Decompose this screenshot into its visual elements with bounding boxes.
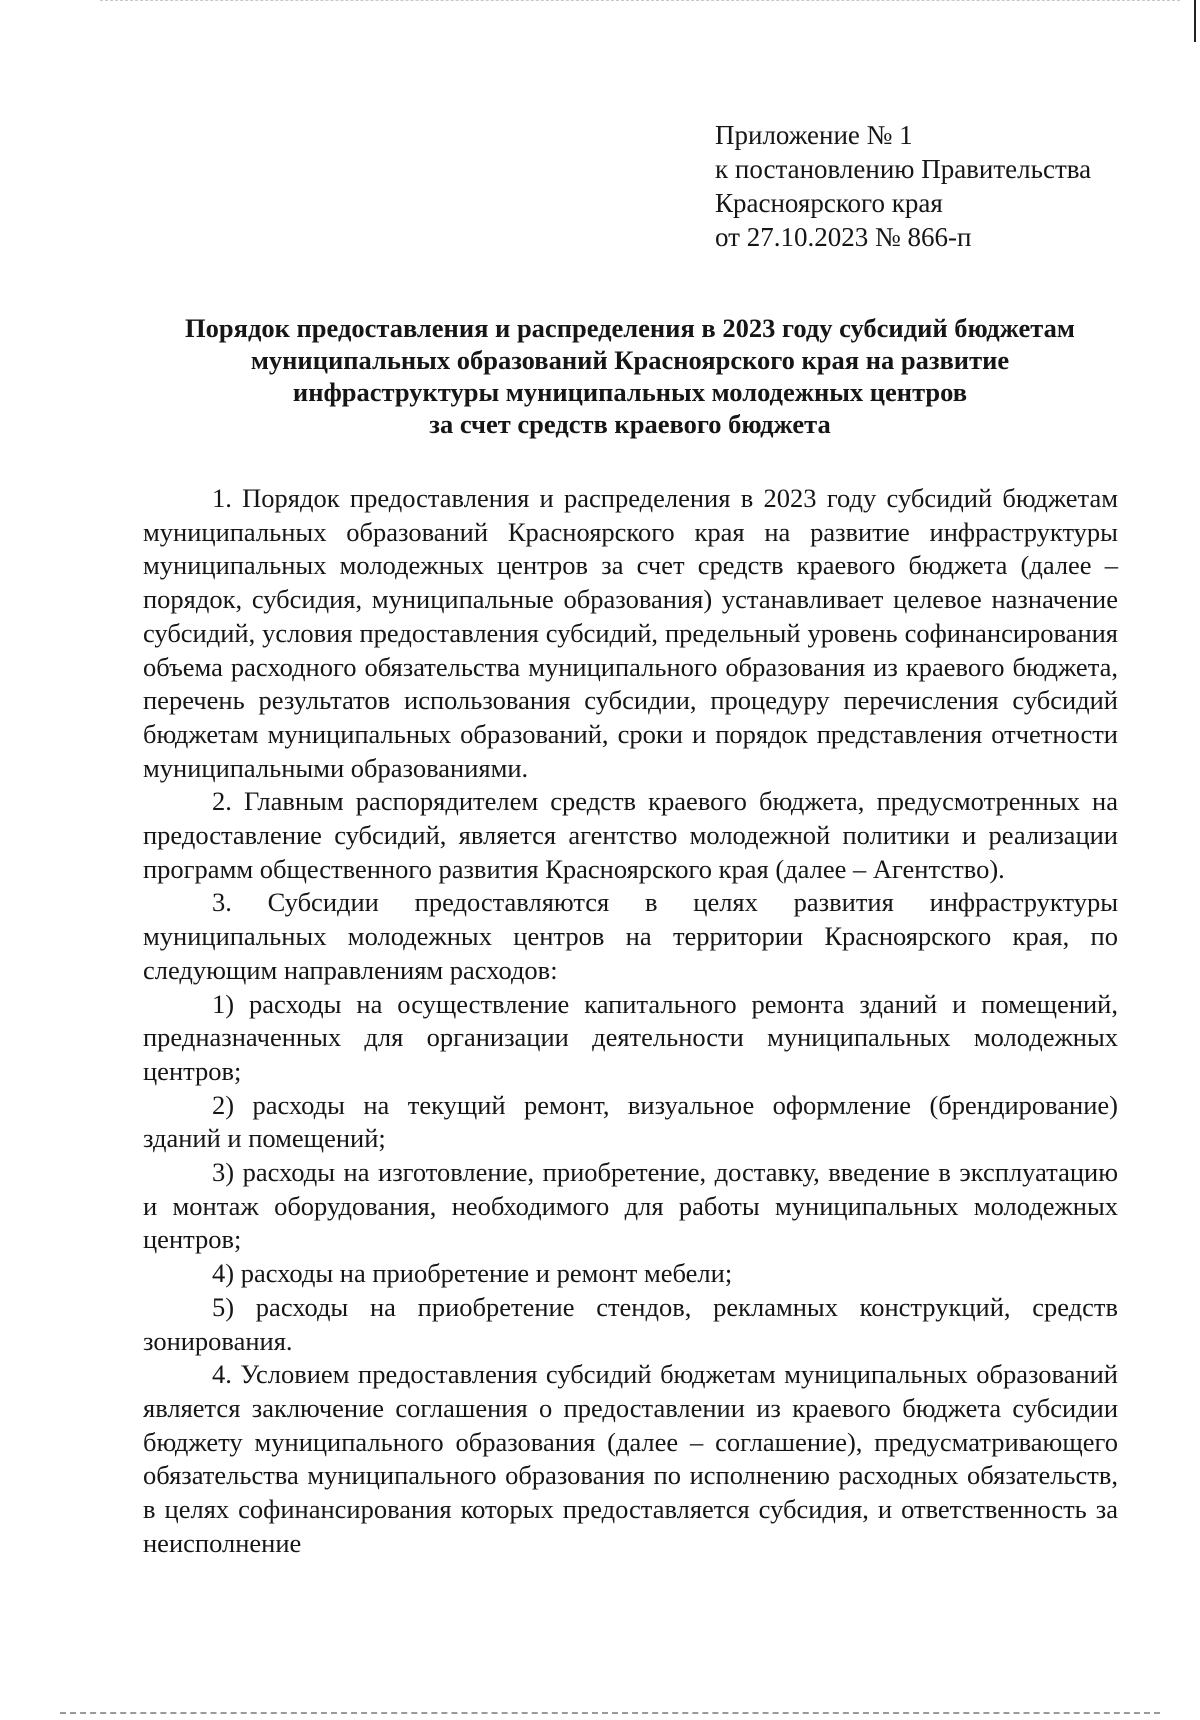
list-item-1: 1) расходы на осуществление капитального ремонта зданий и помещений, предназначенных для организации деятельности муниципальных молодежных центров;: [143, 988, 1118, 1086]
scan-edge-top: [100, 0, 1180, 4]
attachment-date: от 27.10.2023 № 866-п: [715, 222, 972, 252]
paragraph-3: 3. Субсидии предоставляются в целях развития инфраструктуры муниципальных молодежных центров на территории Красноярского края, по следующим направлениям расходов:: [143, 887, 1118, 985]
list-item-3: 3) расходы на изготовление, приобретение, доставку, введение в эксплуатацию и монтаж оборудования, необходимого для работы муниципальных молодежных центров;: [143, 1157, 1118, 1255]
scan-edge-bottom: [60, 1712, 1160, 1714]
attachment-header: [715, 118, 1091, 254]
title-line-2: муниципальных образований Красноярского края на развитие: [250, 345, 1010, 375]
list-item-4: 4) расходы на приобретение и ремонт мебели;: [212, 1258, 733, 1289]
paragraph-1: 1. Порядок предоставления и распределения в 2023 году субсидий бюджетам муниципальных образований Красноярского края на развитие инфраструктуры муниципальных молодежных центров за счет средств краевого бюджета (далее – порядок, субсидия, муниципальные образования) устанавливает целевое назначение субсидий, условия предоставления субсидий, предельный уровень софинансирования объема расходного обязательства муниципального образования из краевого бюджета, перечень результатов использования субсидии, процедуру перечисления субсидий бюджетам муниципальных образований, сроки и порядок представления отчетности муниципальными образованиями.: [143, 483, 1118, 783]
scan-edge-right: [1194, 0, 1196, 42]
attachment-resolution-ref: к постановлению Правительства: [715, 154, 1092, 184]
attachment-number: Приложение № 1: [715, 120, 913, 150]
attachment-region: Красноярского края: [715, 188, 943, 218]
list-item-2: 2) расходы на текущий ремонт, визуальное оформление (брендирование) зданий и помещений;: [143, 1089, 1118, 1154]
document-body: [143, 482, 1118, 1561]
paragraph-2: 2. Главным распорядителем средств краевого бюджета, предусмотренных на предоставление субсидий, является агентство молодежной политики и реализации программ общественного развития Красноярского края (далее – Агентство).: [143, 786, 1118, 884]
title-line-3: инфраструктуры муниципальных молодежных центров: [292, 377, 968, 407]
paragraph-4: 4. Условием предоставления субсидий бюджетам муниципальных образований является заключение соглашения о предоставлении из краевого бюджета субсидии бюджету муниципального образования (далее – соглашение), предусматривающего обязательства муниципального образования по исполнению расходных обязательств, в целях софинансирования которых предоставляется субсидия, и ответственность за неисполнение: [143, 1359, 1118, 1558]
title-line-4: за счет средств краевого бюджета: [429, 409, 831, 439]
list-item-5: 5) расходы на приобретение стендов, рекламных конструкций, средств зонирования.: [143, 1291, 1118, 1356]
title-line-1: Порядок предоставления и распределения в 2023 году субсидий бюджетам: [185, 313, 1075, 343]
document-title: [140, 312, 1120, 440]
